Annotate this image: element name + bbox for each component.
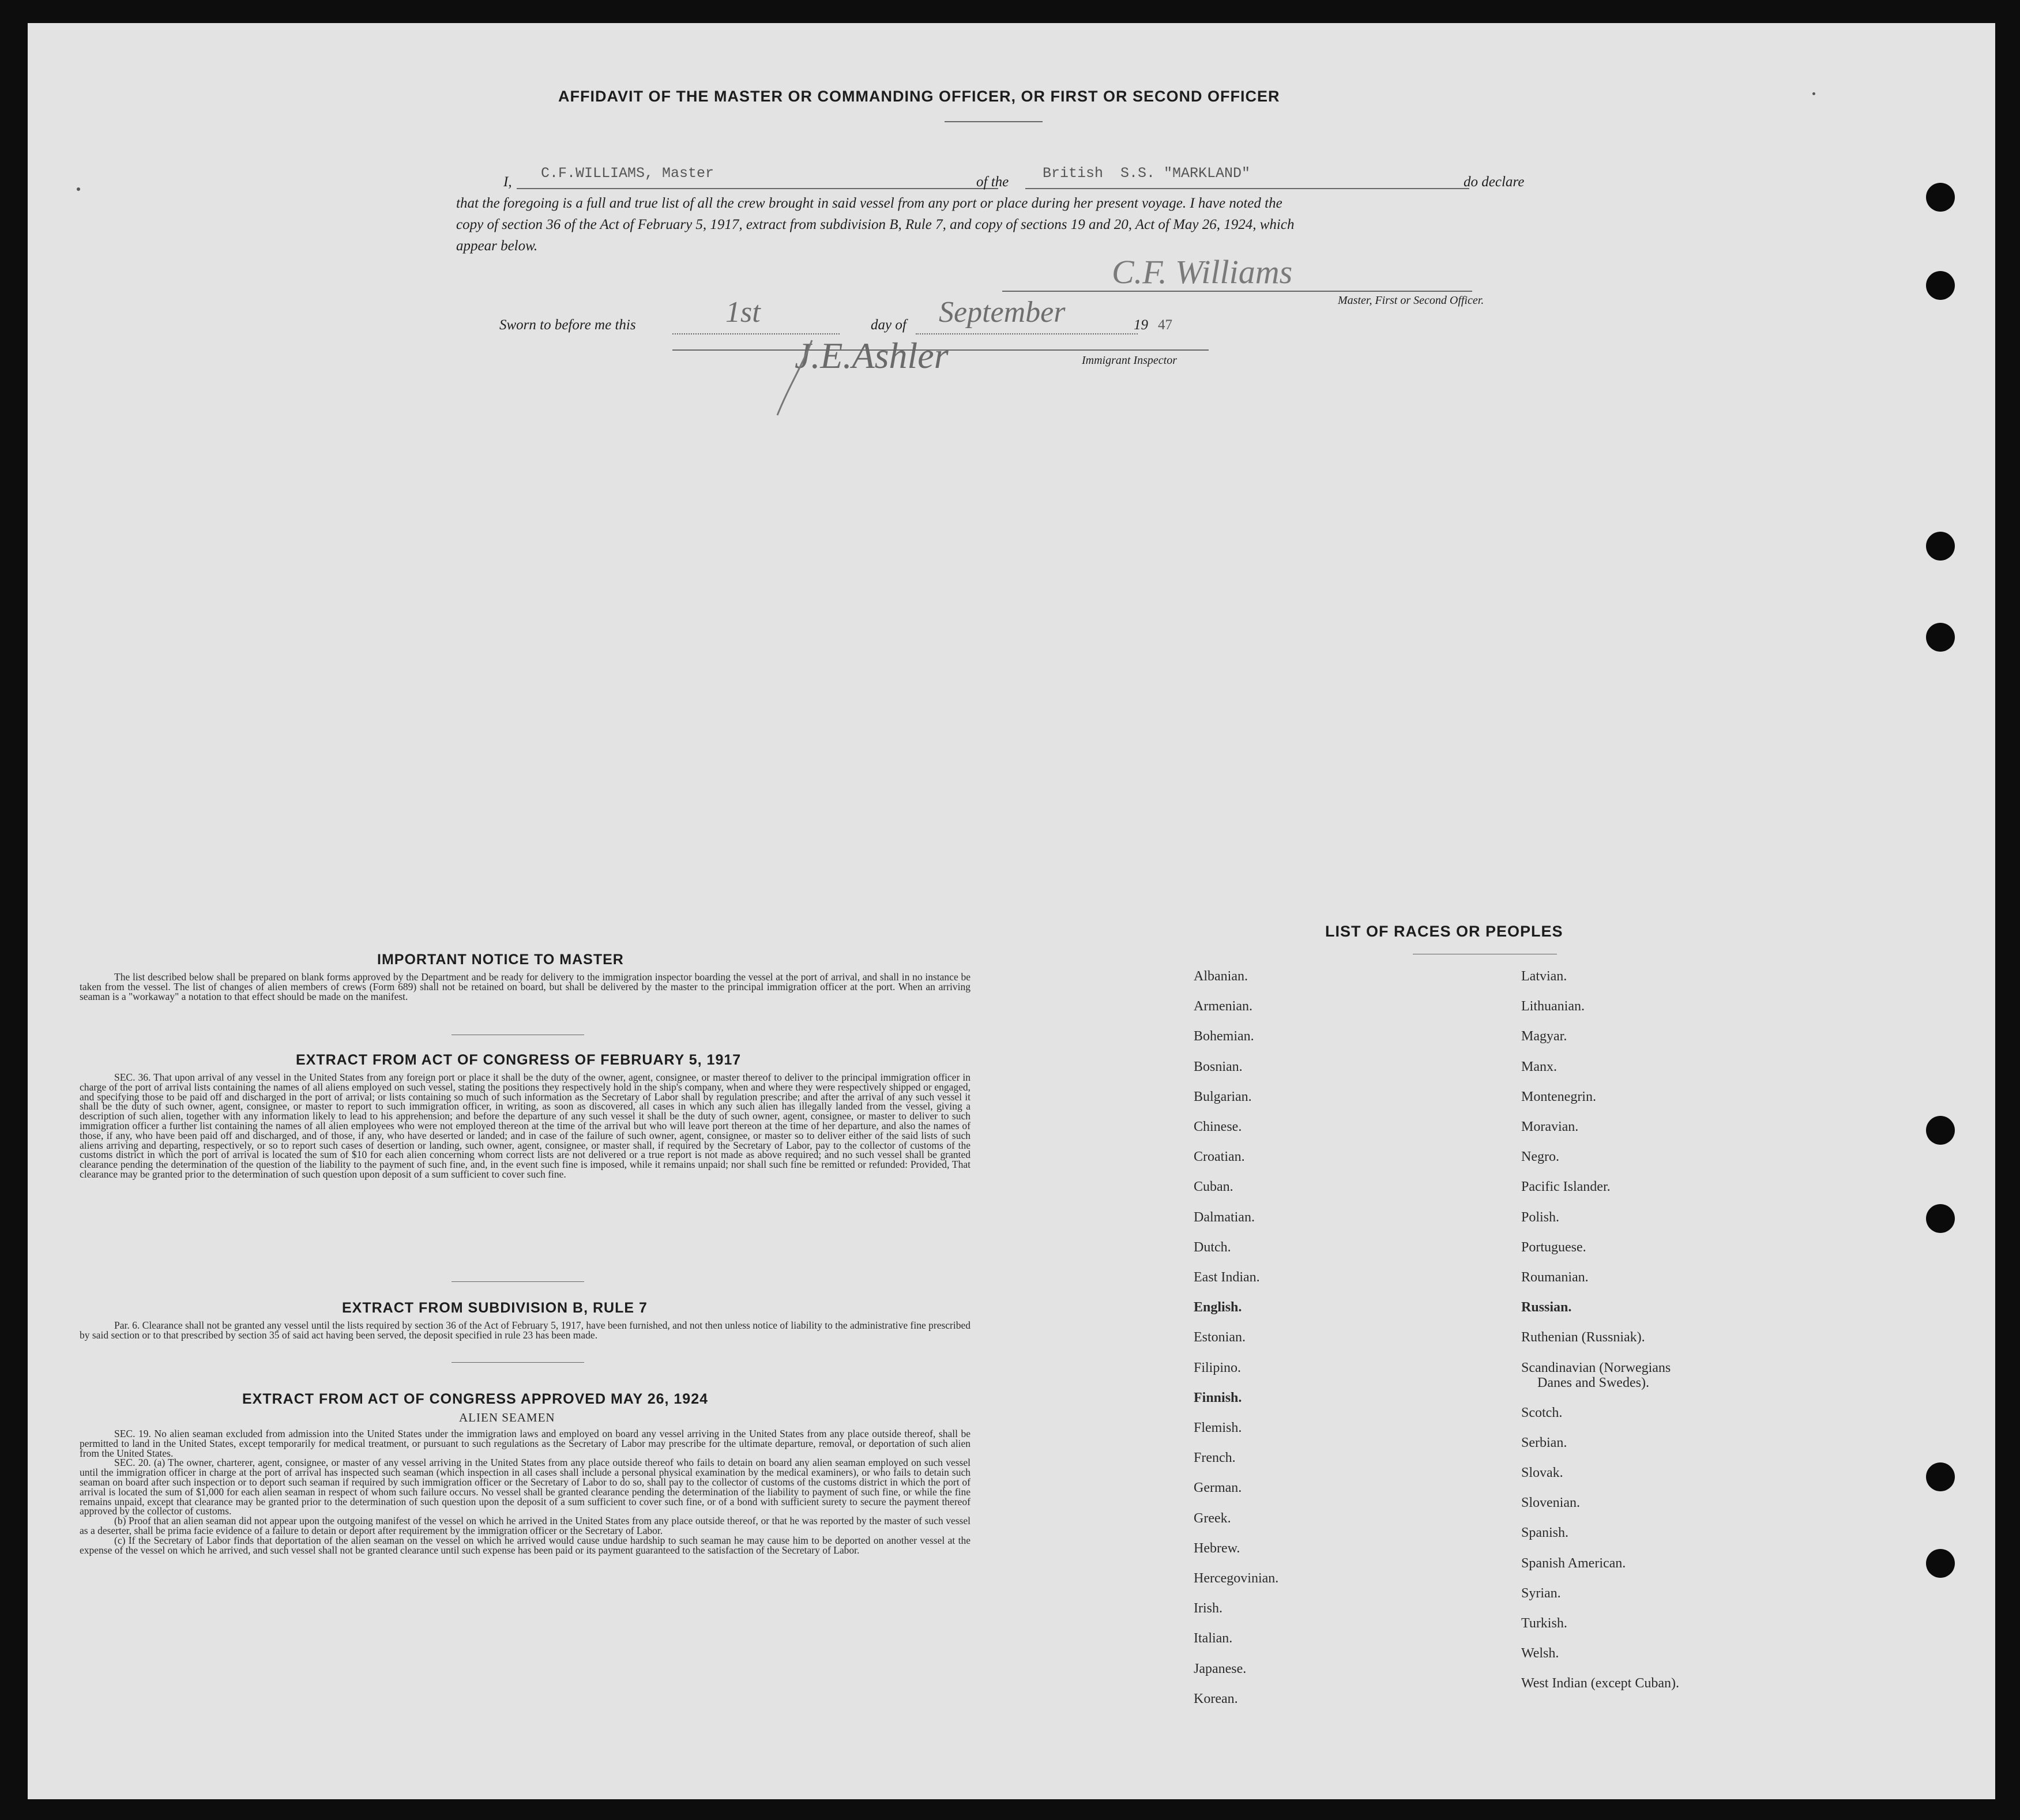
race-item: Moravian. (1521, 1119, 1579, 1134)
master-signature: C.F. Williams (1112, 253, 1293, 291)
alien-seamen-subtitle: ALIEN SEAMEN (459, 1411, 555, 1424)
race-item: Scotch. (1521, 1405, 1563, 1420)
inspector-signature: J.E.Ashler (795, 335, 949, 376)
race-item: Spanish. (1521, 1525, 1569, 1540)
punch-hole (1926, 1204, 1955, 1233)
race-item: Danes and Swedes). (1537, 1375, 1649, 1390)
master-signature-line (1002, 291, 1472, 292)
race-item: Finnish. (1194, 1390, 1242, 1405)
race-item: Cuban. (1194, 1179, 1233, 1194)
label-of-the: of the (976, 174, 1009, 190)
master-name-value: C.F.WILLIAMS, Master (541, 165, 714, 182)
extract-1917-block (80, 1073, 970, 1179)
race-item: Montenegrin. (1521, 1089, 1596, 1104)
race-item: Magyar. (1521, 1029, 1567, 1044)
race-item: Italian. (1194, 1631, 1233, 1646)
sworn-month-line (916, 333, 1138, 334)
race-item: Russian. (1521, 1300, 1572, 1315)
race-item: Serbian. (1521, 1435, 1567, 1450)
race-item: Welsh. (1521, 1646, 1559, 1661)
race-item: East Indian. (1194, 1270, 1260, 1285)
extract-1924-block (80, 1429, 970, 1555)
race-item: Albanian. (1194, 969, 1248, 984)
race-item: Latvian. (1521, 969, 1567, 984)
master-name-line (517, 188, 998, 189)
race-item: Syrian. (1521, 1586, 1561, 1601)
punch-hole (1926, 532, 1955, 561)
title-divider (945, 121, 1043, 122)
extract-1917-divider (452, 1281, 584, 1282)
rule7-text: Par. 6. Clearance shall not be granted any vessel until the lists required by section 36 of the Act of February 5, 1917, have been furnished, and not then unless notice of liability to the administrative fine prescribed by said section or to that prescribed by section 35 of said act having been served, the deposit specified in rule 23 has been made. (80, 1319, 970, 1341)
declaration-line-3: appear below. (456, 238, 538, 254)
punch-hole (1926, 1116, 1955, 1145)
notice-title: IMPORTANT NOTICE TO MASTER (377, 952, 624, 968)
sworn-label: Sworn to before me this (499, 317, 636, 333)
race-item: Pacific Islander. (1521, 1179, 1611, 1194)
declaration-line-1: that the foregoing is a full and true list of all the crew brought in said vessel from any port or place during her present voyage. I have noted the (456, 195, 1282, 211)
race-item: Dutch. (1194, 1240, 1231, 1255)
sec20c-text: (c) If the Secretary of Labor finds that deportation of the alien seaman on the vessel on which he arrived would cause undue hardship to such seaman he may cause him to be deported on another vessel at the expense of the vessel on which he arrived, and such vessel shall not be granted clearance until such expense has been paid or its payment guaranteed to the satisfaction of the Secretary of Labor. (80, 1534, 970, 1556)
race-item: Lithuanian. (1521, 999, 1585, 1014)
race-item: West Indian (except Cuban). (1521, 1676, 1679, 1691)
race-item: Chinese. (1194, 1119, 1242, 1134)
master-caption: Master, First or Second Officer. (1338, 294, 1484, 307)
label-i: I, (503, 174, 512, 190)
affidavit-title: AFFIDAVIT OF THE MASTER OR COMMANDING OFFICER, OR FIRST OR SECOND OFFICER (558, 88, 1280, 105)
speck-mark (77, 187, 80, 191)
race-item: Bohemian. (1194, 1029, 1254, 1044)
sworn-month-value: September (939, 296, 1066, 329)
document-page (28, 23, 1995, 1799)
race-item: Bulgarian. (1194, 1089, 1252, 1104)
inspector-caption: Immigrant Inspector (1082, 354, 1177, 367)
rule7-block (80, 1321, 970, 1340)
race-item: Polish. (1521, 1210, 1560, 1225)
sec19-text: SEC. 19. No alien seaman excluded from admission into the United States under the immigration laws and employed on board any vessel arriving in the United States from any place outside thereof, shall be permitted to land in the United States, except temporarily for medical treatment, or pursuant to such regulations as the Secretary of Labor may prescribe for the ultimate departure, removal, or deportation of such alien from the United States. (80, 1428, 970, 1459)
race-item: Croatian. (1194, 1149, 1245, 1164)
declaration-line-2: copy of section 36 of the Act of February 5, 1917, extract from subdivision B, Rule 7, and copy of sections 19 and 20, Act of May 26, 1924, which (456, 217, 1295, 232)
extract-1924-title: EXTRACT FROM ACT OF CONGRESS APPROVED MAY 26, 1924 (242, 1391, 709, 1407)
races-title: LIST OF RACES OR PEOPLES (1325, 923, 1563, 940)
race-item: Slovak. (1521, 1465, 1563, 1480)
race-item: English. (1194, 1300, 1242, 1315)
race-item: Hercegovinian. (1194, 1571, 1279, 1586)
notice-text-block (80, 972, 970, 1001)
race-item: Slovenian. (1521, 1495, 1580, 1510)
sec20a-text: SEC. 20. (a) The owner, charterer, agent, consignee, or master of any vessel arriving in the United States from any place outside thereof who fails to detain on board any alien seaman employed on such vessel until the immigration officer in charge at the port of arrival has inspected such seaman (which inspection in all cases shall include a personal physical examination by the medical examiners), or who fails to detain such seaman on board after such inspection or to deport such seaman if required by such immigration officer or the Secretary of Labor to do so, shall pay to the collector of customs of the customs district in which the port of arrival is located the sum of $1,000 for each alien seaman in respect of whom such failure occurs. No vessel shall be granted clearance pending the determination of the liability to payment of such fine, or while the fine remains unpaid, except that clearance may be granted prior to the determination of such question upon the deposit of a sum sufficient to cover such fine, or of a bond with sufficient surety to secure the payment thereof approved by the collector of customs. (80, 1457, 970, 1517)
race-item: Korean. (1194, 1691, 1238, 1706)
race-item: Irish. (1194, 1601, 1222, 1616)
sworn-day-value: 1st (725, 296, 761, 329)
race-item: Manx. (1521, 1059, 1557, 1074)
punch-hole (1926, 183, 1955, 212)
race-item: Greek. (1194, 1511, 1231, 1526)
race-item: French. (1194, 1450, 1236, 1465)
race-item: Japanese. (1194, 1661, 1247, 1676)
race-item: Portuguese. (1521, 1240, 1586, 1255)
race-item: Roumanian. (1521, 1270, 1589, 1285)
label-day-of: day of (871, 317, 906, 333)
label-do-declare: do declare (1464, 174, 1525, 190)
punch-hole (1926, 271, 1955, 300)
notice-text: The list described below shall be prepared on blank forms approved by the Department and be ready for delivery to the immigration inspector boarding the vessel at the port of arrival, and shall in no instance be taken from the vessel. The list of changes of alien members of crews (Form 689) shall not be retained on board, but shall be delivered by the master to the principal immigration officer at the port. When an arriving seaman is a "workaway" a notation to that effect should be made on the manifest. (80, 971, 970, 1002)
year-prefix: 19 (1134, 317, 1148, 333)
signature-flourish (772, 334, 823, 421)
race-item: Scandinavian (Norwegians (1521, 1360, 1671, 1375)
punch-hole (1926, 1462, 1955, 1491)
race-item: Ruthenian (Russniak). (1521, 1330, 1645, 1345)
race-item: Dalmatian. (1194, 1210, 1255, 1225)
sec20b-text: (b) Proof that an alien seaman did not appear upon the outgoing manifest of the vessel on which he arrived in the United States from any place outside thereof, or that he was reported by the master of such vessel as a deserter, shall be prima facie evidence of a failure to detain or deport after requirement by the immigration officer or the Secretary of Labor. (80, 1515, 970, 1536)
punch-hole (1926, 623, 1955, 652)
inspector-signature-line (672, 349, 1209, 351)
race-item: Bosnian. (1194, 1059, 1243, 1074)
punch-hole (1926, 1549, 1955, 1578)
extract-1917-title: EXTRACT FROM ACT OF CONGRESS OF FEBRUARY 5, 1917 (296, 1052, 742, 1068)
race-item: Spanish American. (1521, 1556, 1626, 1571)
race-item: Negro. (1521, 1149, 1559, 1164)
race-item: Flemish. (1194, 1420, 1242, 1435)
race-item: Hebrew. (1194, 1541, 1240, 1556)
vessel-value: British S.S. "MARKLAND" (1043, 165, 1251, 182)
race-item: Filipino. (1194, 1360, 1242, 1375)
year-suffix: 47 (1158, 317, 1172, 333)
vessel-line (1025, 188, 1469, 189)
race-item: Estonian. (1194, 1330, 1246, 1345)
race-item: Turkish. (1521, 1616, 1567, 1631)
race-item: Armenian. (1194, 999, 1252, 1014)
extract-1917-text: SEC. 36. That upon arrival of any vessel in the United States from any foreign port or place it shall be the duty of the owner, agent, consignee, or master thereof to deliver to the principal immigration officer in charge of the port of arrival lists containing the names of all aliens employed on such vessel, stating the positions they respectively hold in the ship's company, when and where they were respectively shipped or engaged, and specifying those to be paid off and discharged in the port of arrival; or lists containing so much of such information as the Secretary of Labor shall by regulation prescribe; and after the arrival of any such vessel it shall be the duty of such owner, agent, consignee, or master to report to such immigration officer, in writing, as soon as discovered, all cases in which any such alien has illegally landed from the vessel, giving a description of such alien, together with any information likely to lead to his apprehension; and before the departure of any such vessel it shall be the duty of such owner, agent, consignee, or master to deliver to such immigration officer a further list containing the names of all alien employees who were not employed thereon at the time of the arrival but who will leave port thereon at the time of her departure, and also the names of those, if any, who have been paid off and discharged, and of those, if any, who have deserted or landed; and in case of the failure of such owner, agent, consignee, or master so to deliver either of the said lists of such aliens arriving and departing, respectively, or so to report such cases of desertion or landing, such owner, agent, consignee, or master shall, if required by the Secretary of Labor, pay to the collector of customs of the customs district in which the port of arrival is located the sum of $10 for each alien concerning whom correct lists are not delivered or a true report is not made as above required; and no such vessel shall be granted clearance pending the determination of the question of the liability to the payment of such fine, and, in the event such fine is imposed, while it remains unpaid; nor shall such fine be remitted or refunded: Provided, That clearance may be granted prior to the determination of such question upon deposit of a sum sufficient to cover such fine. (80, 1071, 970, 1180)
rule7-title: EXTRACT FROM SUBDIVISION B, RULE 7 (342, 1300, 648, 1316)
rule7-divider (452, 1362, 584, 1363)
speck-mark (1812, 92, 1815, 95)
race-item: German. (1194, 1480, 1242, 1495)
